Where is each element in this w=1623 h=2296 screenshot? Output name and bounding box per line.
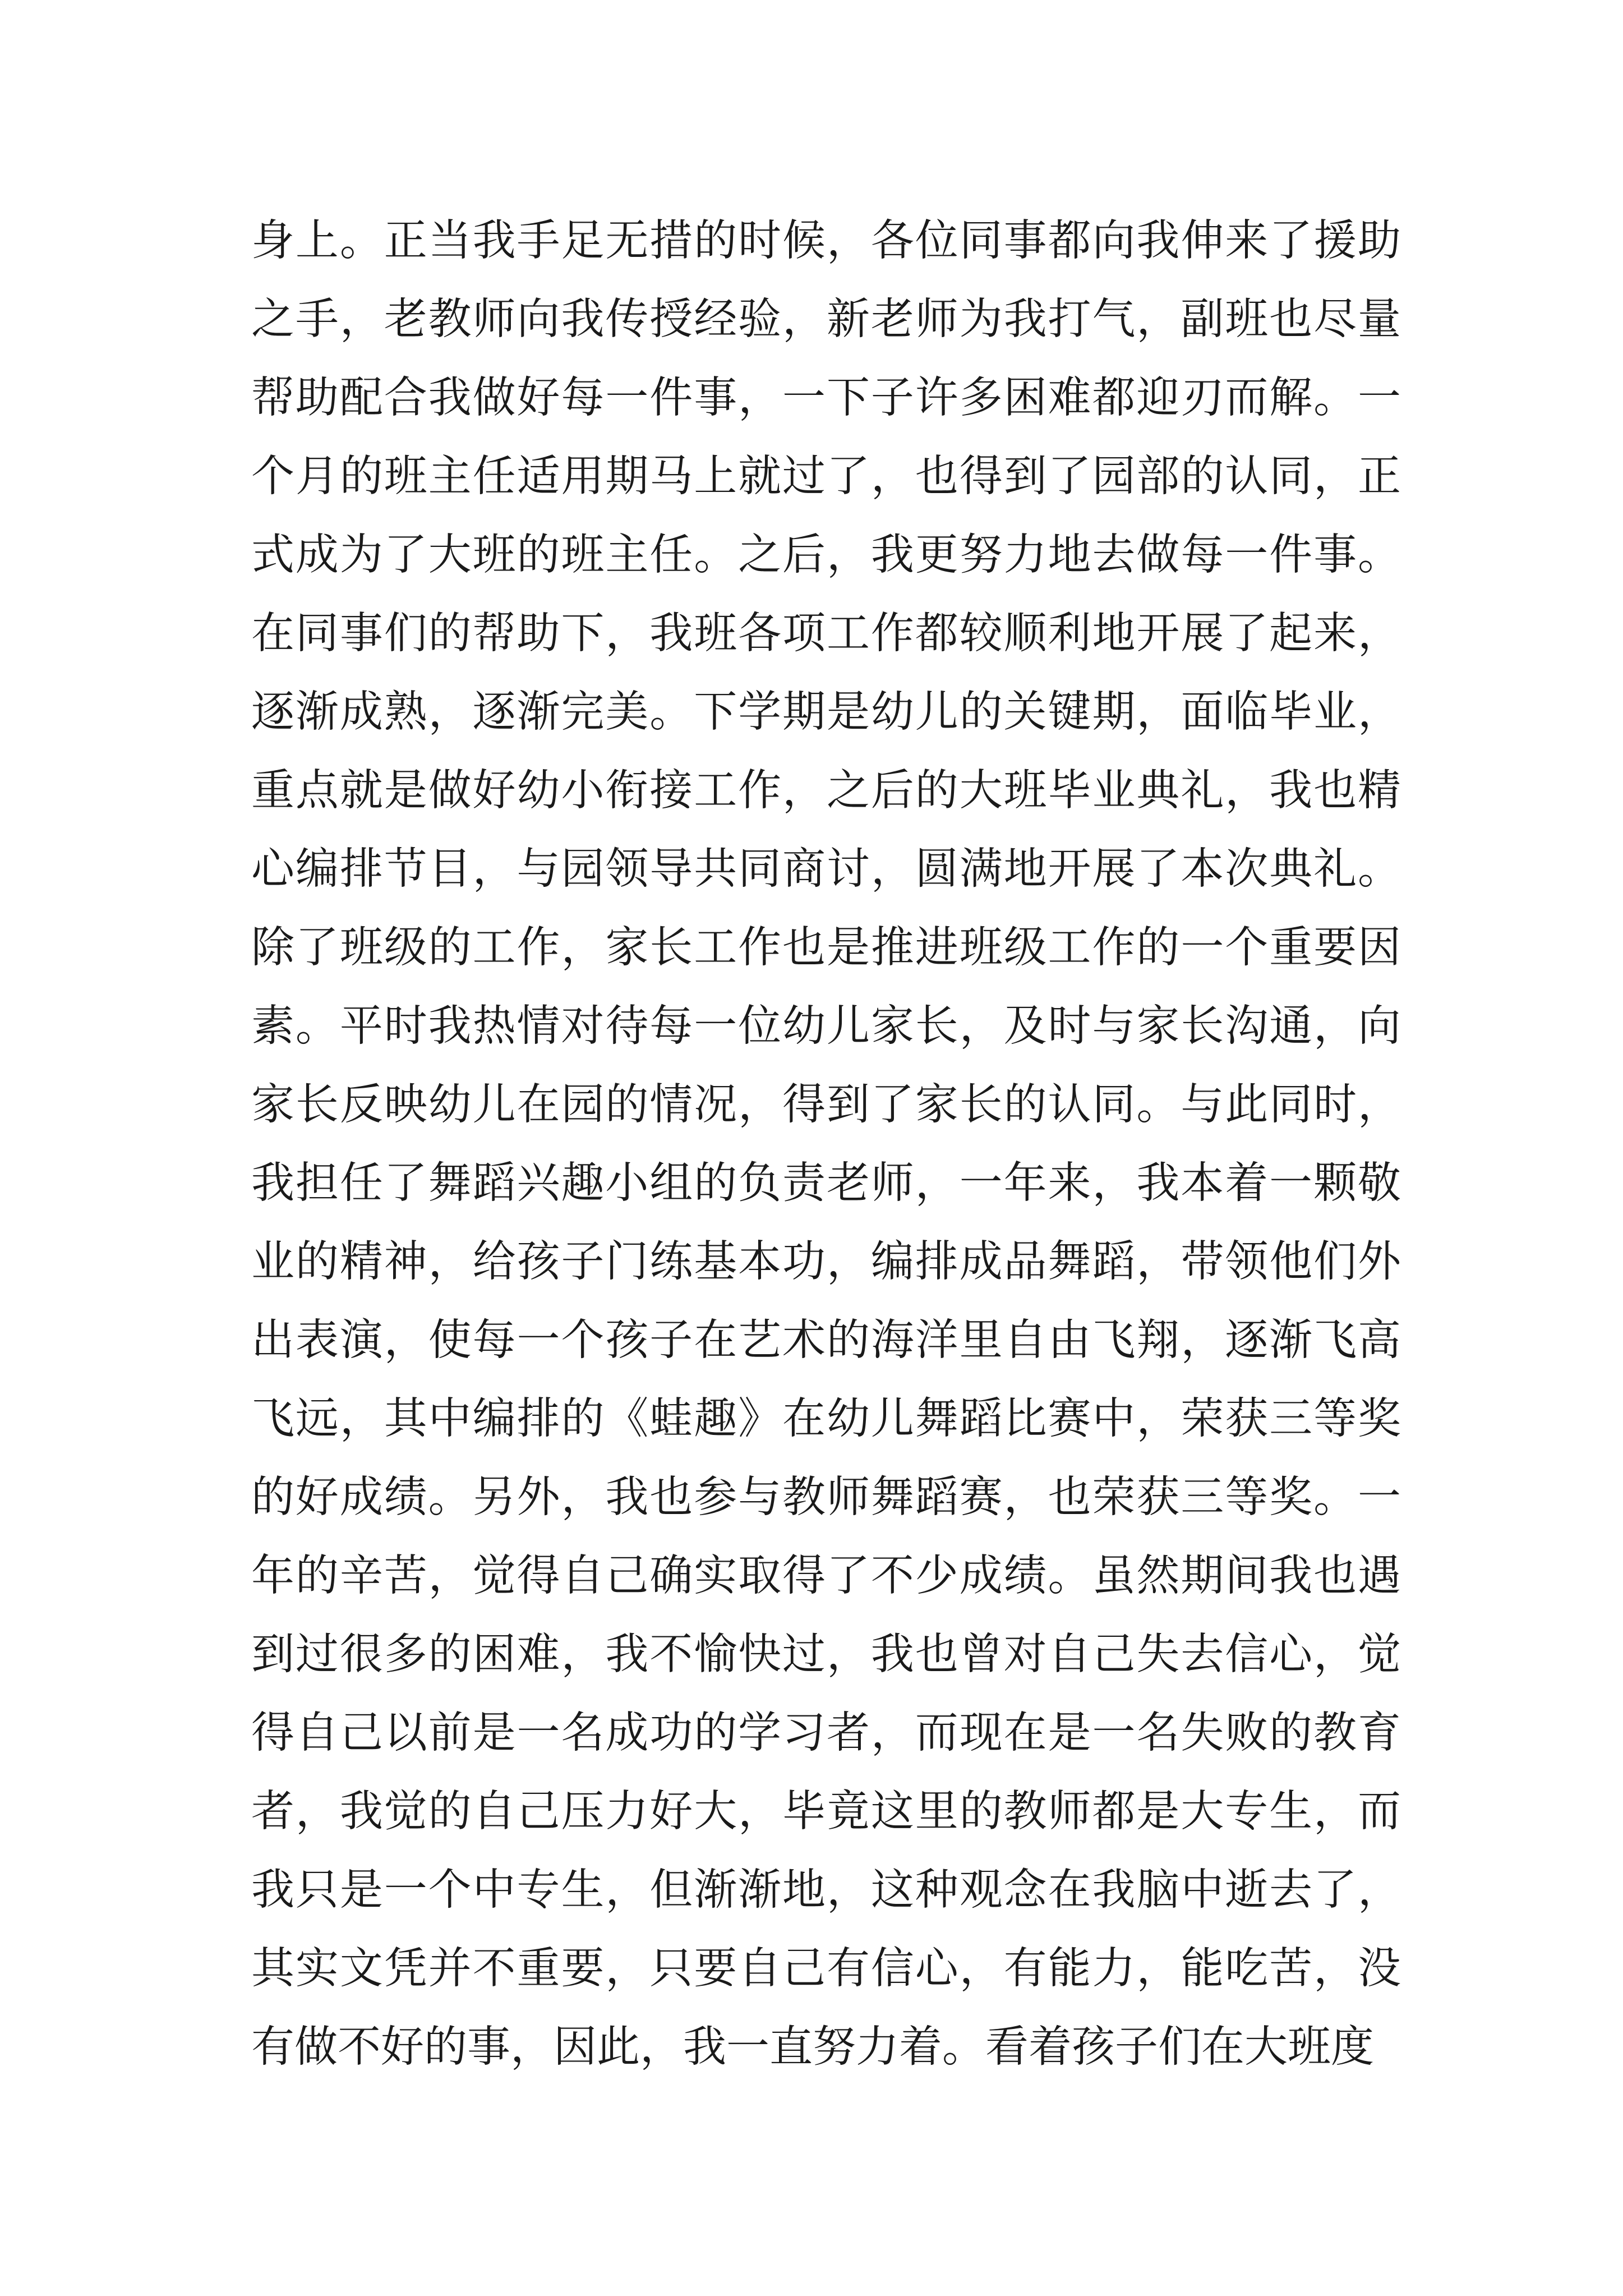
text-line: 出表演，使每一个孩子在艺术的海洋里自由飞翔，逐渐飞高: [251, 1315, 1401, 1365]
text-line: 有做不好的事，因此，我一直努力着。看着孩子们在大班度: [251, 2022, 1374, 2072]
text-line: 式成为了大班的班主任。之后，我更努力地去做每一件事。: [251, 530, 1401, 580]
text-line: 重点就是做好幼小衔接工作，之后的大班毕业典礼，我也精: [251, 766, 1401, 816]
text-line: 年的辛苦，觉得自己确实取得了不少成绩。虽然期间我也遇: [251, 1551, 1401, 1601]
text-line: 身上。正当我手足无措的时候，各位同事都向我伸来了援助: [251, 216, 1401, 266]
text-line: 在同事们的帮助下，我班各项工作都较顺利地开展了起来，: [251, 609, 1401, 659]
text-line: 飞远，其中编排的《蛙趣》在幼儿舞蹈比赛中，荣获三等奖: [251, 1394, 1401, 1444]
text-line: 得自己以前是一名成功的学习者，而现在是一名失败的教育: [251, 1708, 1401, 1758]
text-line: 素。平时我热情对待每一位幼儿家长，及时与家长沟通，向: [251, 1001, 1401, 1051]
text-line: 我只是一个中专生，但渐渐地，这种观念在我脑中逝去了，: [251, 1865, 1401, 1915]
body-text: [251, 202, 1401, 2087]
text-line: 者，我觉的自己压力好大，毕竟这里的教师都是大专生，而: [251, 1787, 1401, 1837]
text-line: 家长反映幼儿在园的情况，得到了家长的认同。与此同时，: [251, 1080, 1401, 1130]
text-line: 我担任了舞蹈兴趣小组的负责老师，一年来，我本着一颗敬: [251, 1158, 1401, 1208]
text-line: 业的精神，给孩子门练基本功，编排成品舞蹈，带领他们外: [251, 1237, 1401, 1287]
text-line: 的好成绩。另外，我也参与教师舞蹈赛，也荣获三等奖。一: [251, 1473, 1401, 1522]
text-line: 其实文凭并不重要，只要自己有信心，有能力，能吃苦，没: [251, 1944, 1401, 1994]
text-line: 除了班级的工作，家长工作也是推进班级工作的一个重要因: [251, 923, 1401, 973]
text-line: 逐渐成熟，逐渐完美。下学期是幼儿的关键期，面临毕业，: [251, 687, 1401, 737]
text-line: 个月的班主任适用期马上就过了，也得到了园部的认同，正: [251, 452, 1401, 501]
text-line: 到过很多的困难，我不愉快过，我也曾对自己失去信心，觉: [251, 1630, 1401, 1680]
text-line: 之手，老教师向我传授经验，新老师为我打气，副班也尽量: [251, 295, 1401, 344]
text-line: 帮助配合我做好每一件事，一下子许多困难都迎刃而解。一: [251, 373, 1401, 423]
text-line: 心编排节目，与园领导共同商讨，圆满地开展了本次典礼。: [251, 844, 1401, 894]
